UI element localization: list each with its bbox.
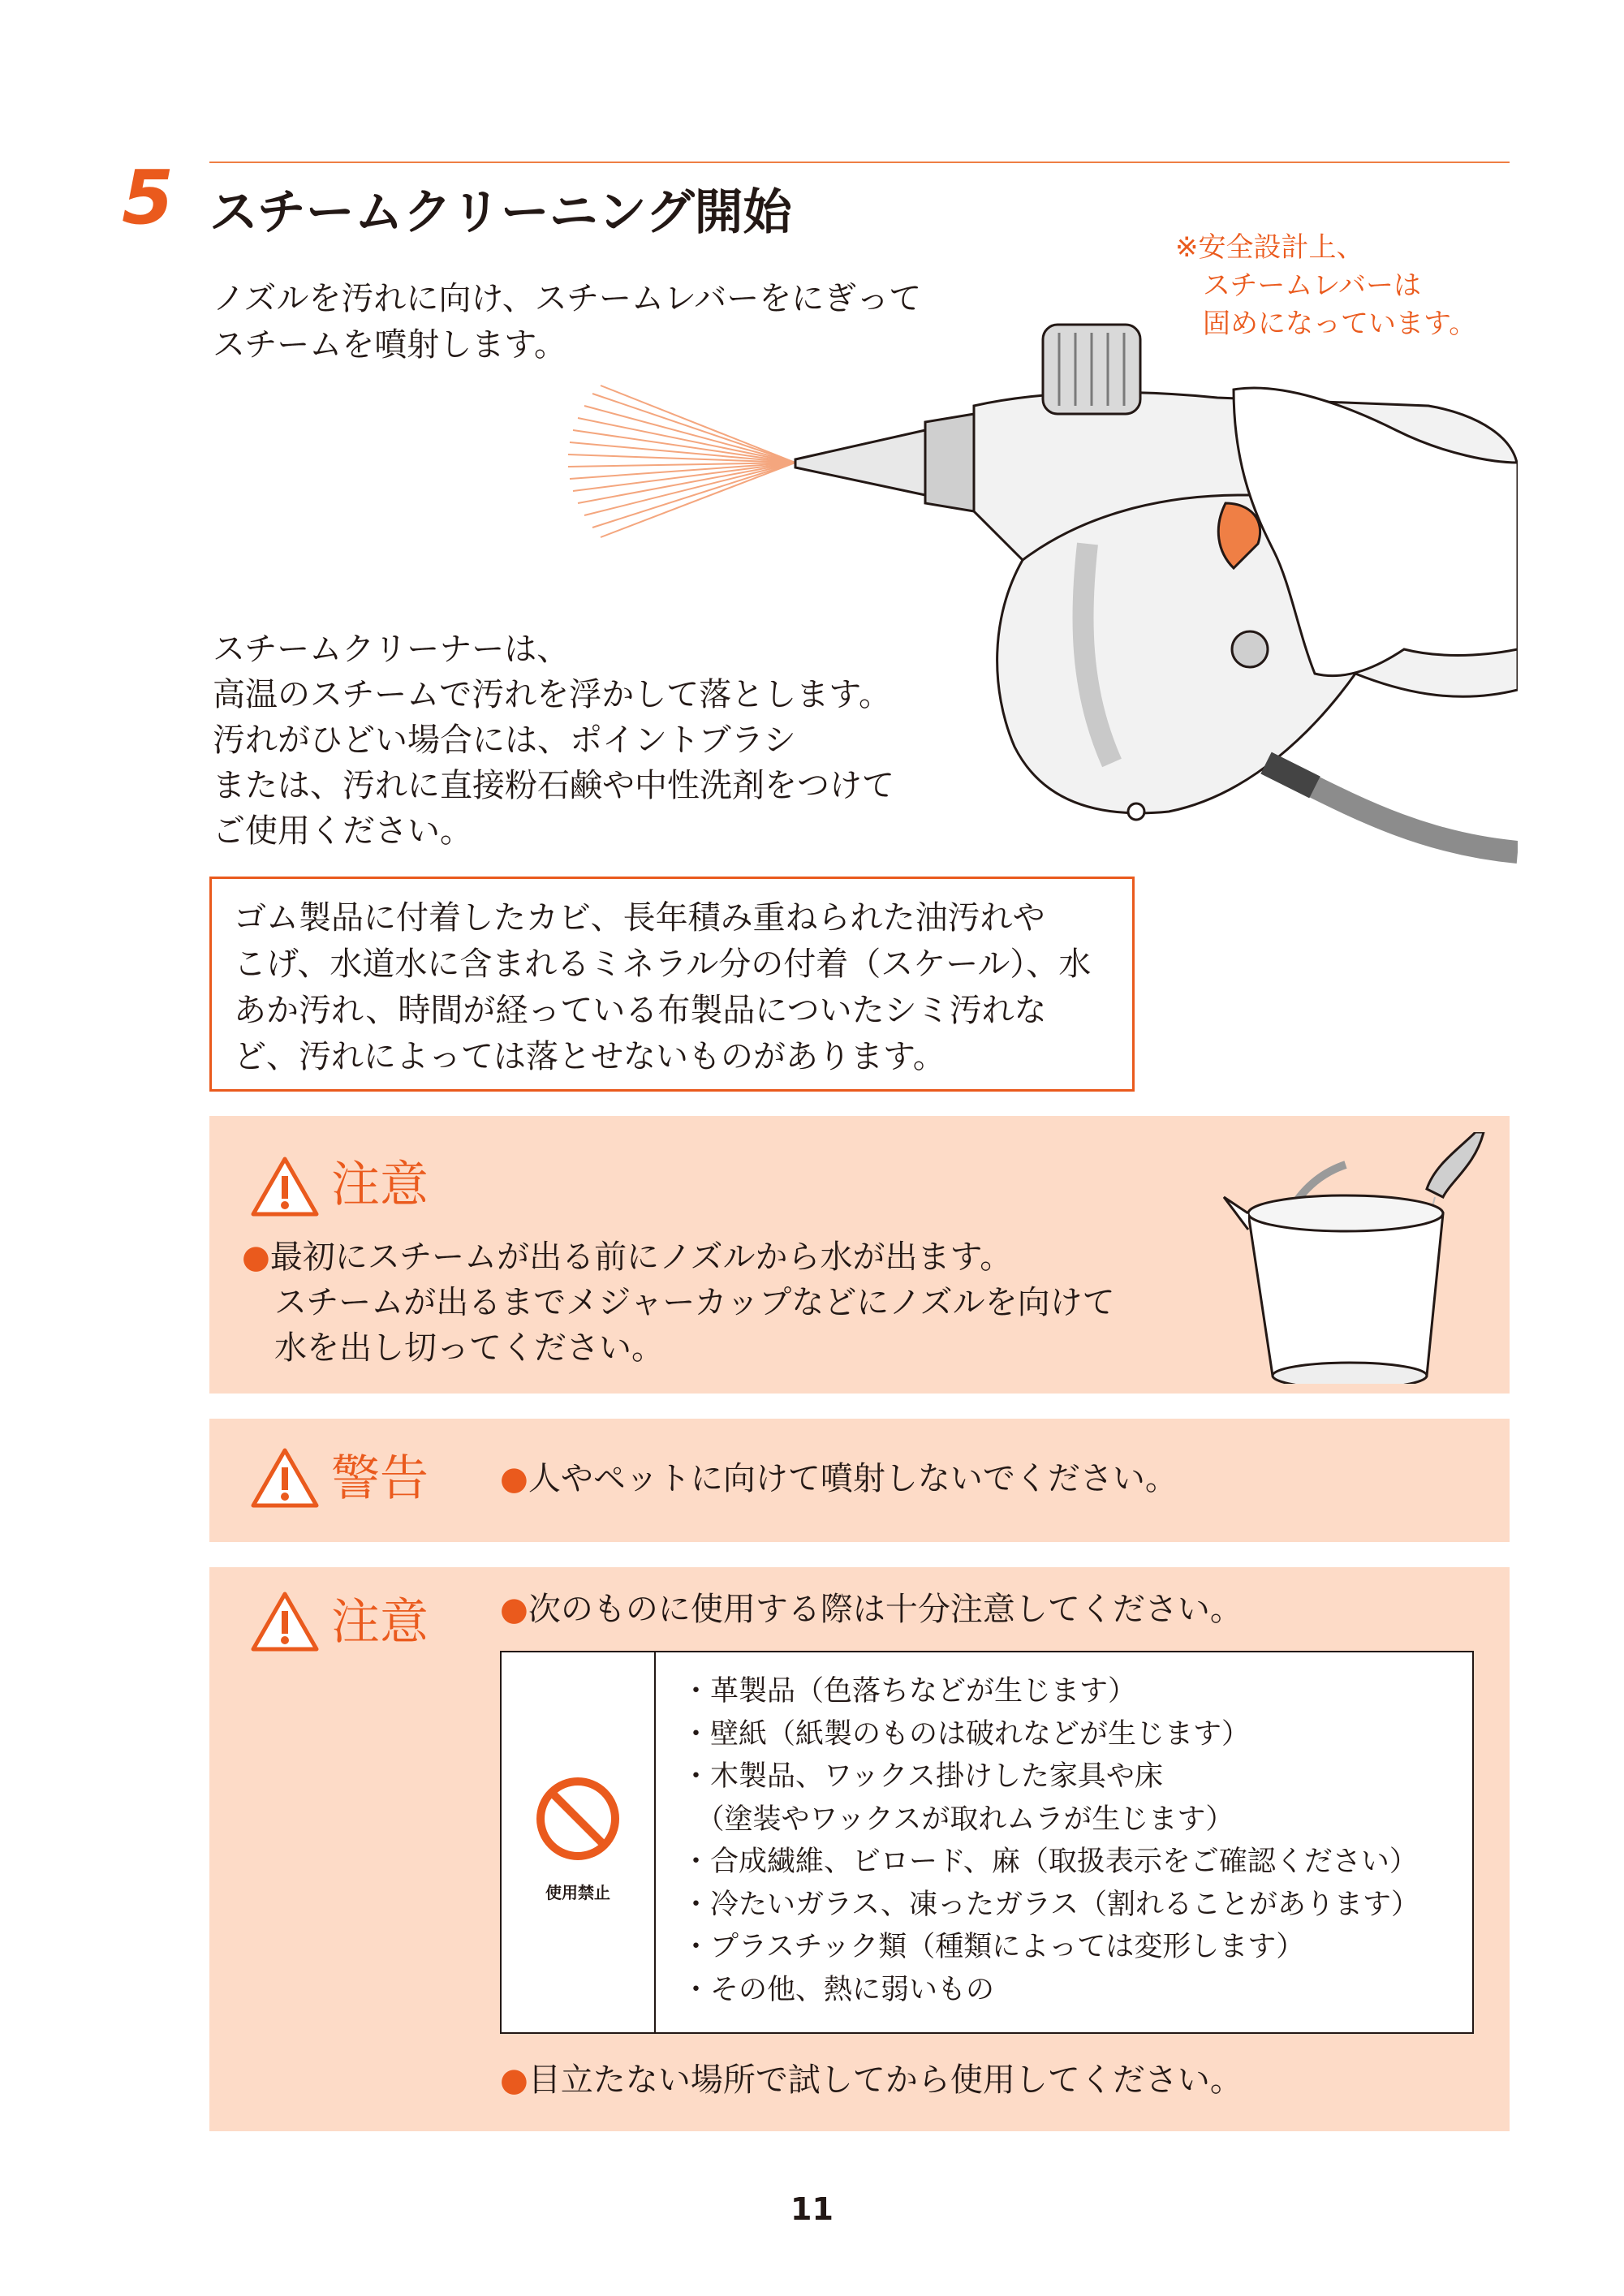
caution-text: ●最初にスチームが出る前にノズルから水が出ます。 スチームが出るまでメジャーカップなどにノズルを向けて 水を出し切ってください。 [242, 1238, 1115, 1367]
prohibited-icon [533, 1774, 622, 1863]
warning-panel [209, 1419, 1510, 1542]
prohibited-materials-table [500, 1651, 1474, 2034]
step-number: 5 [122, 154, 174, 241]
list-item: （塗装やワックスが取れムラが生じます） [682, 1803, 1234, 1836]
caution-panel [209, 1116, 1510, 1394]
section-title: スチームクリーニング開始 [209, 184, 792, 241]
steam-spray-icon [568, 386, 795, 537]
list-item: ・その他、熱に弱いもの [682, 1973, 995, 2006]
safety-note: ※安全設計上、 スチームレバーは 固めになっています。 [1175, 231, 1477, 340]
warning-triangle-icon [250, 1155, 320, 1218]
prohibit-symbol-cell [502, 1652, 656, 2032]
list-item: ・合成繊維、ビロード、麻（取扱表示をご確認ください） [682, 1846, 1418, 1878]
warning-triangle-icon [250, 1446, 320, 1510]
section-rule [209, 162, 1510, 163]
intro-text: ノズルを汚れに向け、スチームレバーをにぎって スチームを噴射します。 [213, 280, 922, 364]
warning-label: 警告 [331, 1450, 429, 1507]
list-item: ・プラスチック類（種類によっては変形します） [682, 1931, 1305, 1963]
measuring-cup-illustration [1216, 1132, 1492, 1384]
caution-label: 注意 [331, 1594, 429, 1651]
list-item: ・木製品、ワックス掛けした家具や床 [682, 1760, 1163, 1793]
page-number: 11 [790, 2191, 834, 2227]
list-item: ・革製品（色落ちなどが生じます） [682, 1675, 1137, 1708]
prohibit-label: 使用禁止 [545, 1883, 610, 1902]
prohibited-materials-list [682, 1670, 1419, 2011]
warning-text: ●人やペットに向けて噴射しないでください。 [500, 1460, 1178, 1497]
description-text: スチームクリーナーは、 高温のスチームで汚れを浮かして落とします。 汚れがひどい場合には、ポイントブラシ または、汚れに直接粉石鹸や中性洗剤をつけて ご使用ください。 [213, 631, 894, 850]
caution-label: 注意 [331, 1157, 429, 1213]
caution-materials-text: ●次のものに使用する際は十分注意してください。 [500, 1591, 1243, 1628]
list-item: ・冷たいガラス、凍ったガラス（割れることがあります） [682, 1888, 1419, 1921]
warning-triangle-icon [250, 1590, 320, 1653]
caution-footer-text: ●目立たない場所で試してから使用してください。 [500, 2061, 1243, 2099]
list-item: ・壁紙（紙製のものは破れなどが生じます） [682, 1717, 1251, 1751]
notice-box: ゴム製品に付着したカビ、長年積み重ねられた油汚れや こげ、水道水に含まれるミネラル分の付着（スケール）、水 あか汚れ、時間が経っている布製品についたシミ汚れな ど、汚れによっては落とせないものがあります。 [209, 877, 1135, 1092]
